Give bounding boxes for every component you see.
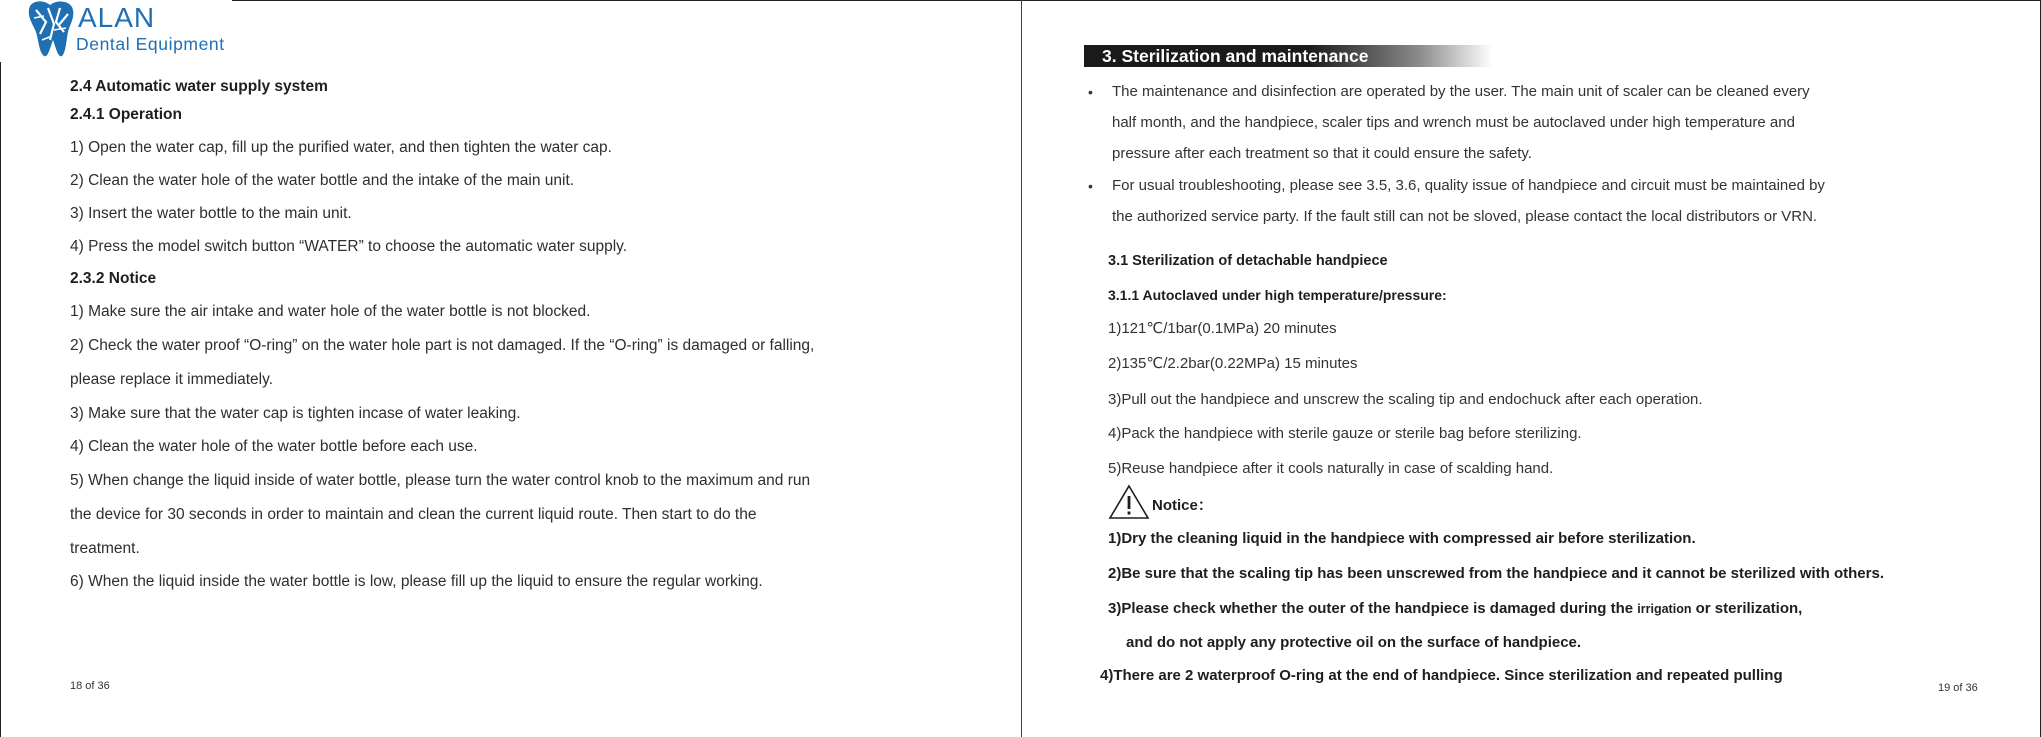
bullet-line: the authorized service party. If the fault still can not be sloved, please contact the local distributors or VRN. [1112,208,1818,225]
notice-item: 2)Be sure that the scaling tip has been unscrewed from the handpiece and it cannot be sterilized with others. [1108,565,1884,582]
bullet-icon: • [1088,84,1093,100]
notice-item [1108,599,1802,619]
notice-item-continued: and do not apply any protective oil on the surface of handpiece. [1126,634,1582,651]
notice-line: 2) Check the water proof “O-ring” on the water hole part is not damaged. If the “O-ring” is damaged or falling, [70,337,815,354]
logo-subtitle: Dental Equipment [76,34,225,54]
logo [0,0,232,62]
notice-line: 6) When the liquid inside the water bottle is low, please fill up the liquid to ensure the regular working. [70,573,763,590]
sterilization-step: 2)135℃/2.2bar(0.22MPa) 15 minutes [1108,355,1358,372]
notice-item-part: 3)Please check whether the outer of the handpiece is damaged during the [1108,600,1638,617]
notice-line: the device for 30 seconds in order to maintain and clean the current liquid route. Then start to do the [70,506,757,523]
notice-label: Notice： [1152,497,1213,514]
bullet-icon: • [1088,178,1093,194]
subsubsection-title: 3.1.1 Autoclaved under high temperature/pressure: [1108,287,1447,303]
section-title: 2.4 Automatic water supply system [70,78,328,95]
page-spine-divider [1021,0,1022,737]
notice-title: 2.3.2 Notice [70,270,157,287]
notice-line: 5) When change the liquid inside of water bottle, please turn the water control knob to the maximum and run [70,472,811,489]
section-header-bar [1084,45,1492,67]
notice-item-irrigation: irrigation [1637,602,1692,616]
notice-item: 4)There are 2 waterproof O-ring at the end of handpiece. Since sterilization and repeated pulling [1100,667,1783,684]
bullet-line: pressure after each treatment so that it could ensure the safety. [1112,145,1532,162]
page-number-left: 18 of 36 [70,680,110,692]
notice-line: 3) Make sure that the water cap is tighten incase of water leaking. [70,405,521,422]
notice-line: please replace it immediately. [70,371,274,388]
operation-step: 3) Insert the water bottle to the main unit. [70,205,352,222]
notice-line: 1) Make sure the air intake and water hole of the water bottle is not blocked. [70,303,591,320]
page-frame-left [0,0,1,737]
notice-item: 1)Dry the cleaning liquid in the handpiece with compressed air before sterilization. [1108,530,1696,547]
bullet-line: For usual troubleshooting, please see 3.5, 3.6, quality issue of handpiece and circuit must be maintained by [1112,177,1825,194]
operation-title: 2.4.1 Operation [70,106,182,123]
section-header-title: 3. Sterilization and maintenance [1102,46,1369,66]
notice-line: 4) Clean the water hole of the water bottle before each use. [70,438,478,455]
operation-step: 4) Press the model switch button “WATER” to choose the automatic water supply. [70,238,628,255]
operation-step: 1) Open the water cap, fill up the purified water, and then tighten the water cap. [70,139,612,156]
sterilization-step: 4)Pack the handpiece with sterile gauze or sterile bag before sterilizing. [1108,425,1582,442]
tooth-logo-icon [24,0,82,58]
sterilization-step: 1)121℃/1bar(0.1MPa) 20 minutes [1108,320,1337,337]
notice-line: treatment. [70,540,140,557]
logo-brand-name: ALAN [78,2,156,33]
warning-triangle-icon [1108,484,1150,520]
sterilization-step: 5)Reuse handpiece after it cools naturally in case of scalding hand. [1108,460,1554,477]
page-number-right: 19 of 36 [1938,682,1978,694]
bullet-line: half month, and the handpiece, scaler tips and wrench must be autoclaved under high temperature and [1112,114,1795,131]
subsection-title: 3.1 Sterilization of detachable handpiece [1108,253,1388,269]
notice-item-part: or sterilization, [1691,600,1803,617]
sterilization-step: 3)Pull out the handpiece and unscrew the scaling tip and endochuck after each operation. [1108,391,1703,408]
operation-step: 2) Clean the water hole of the water bottle and the intake of the main unit. [70,172,575,189]
bullet-line: The maintenance and disinfection are operated by the user. The main unit of scaler can be cleaned every [1112,83,1810,100]
